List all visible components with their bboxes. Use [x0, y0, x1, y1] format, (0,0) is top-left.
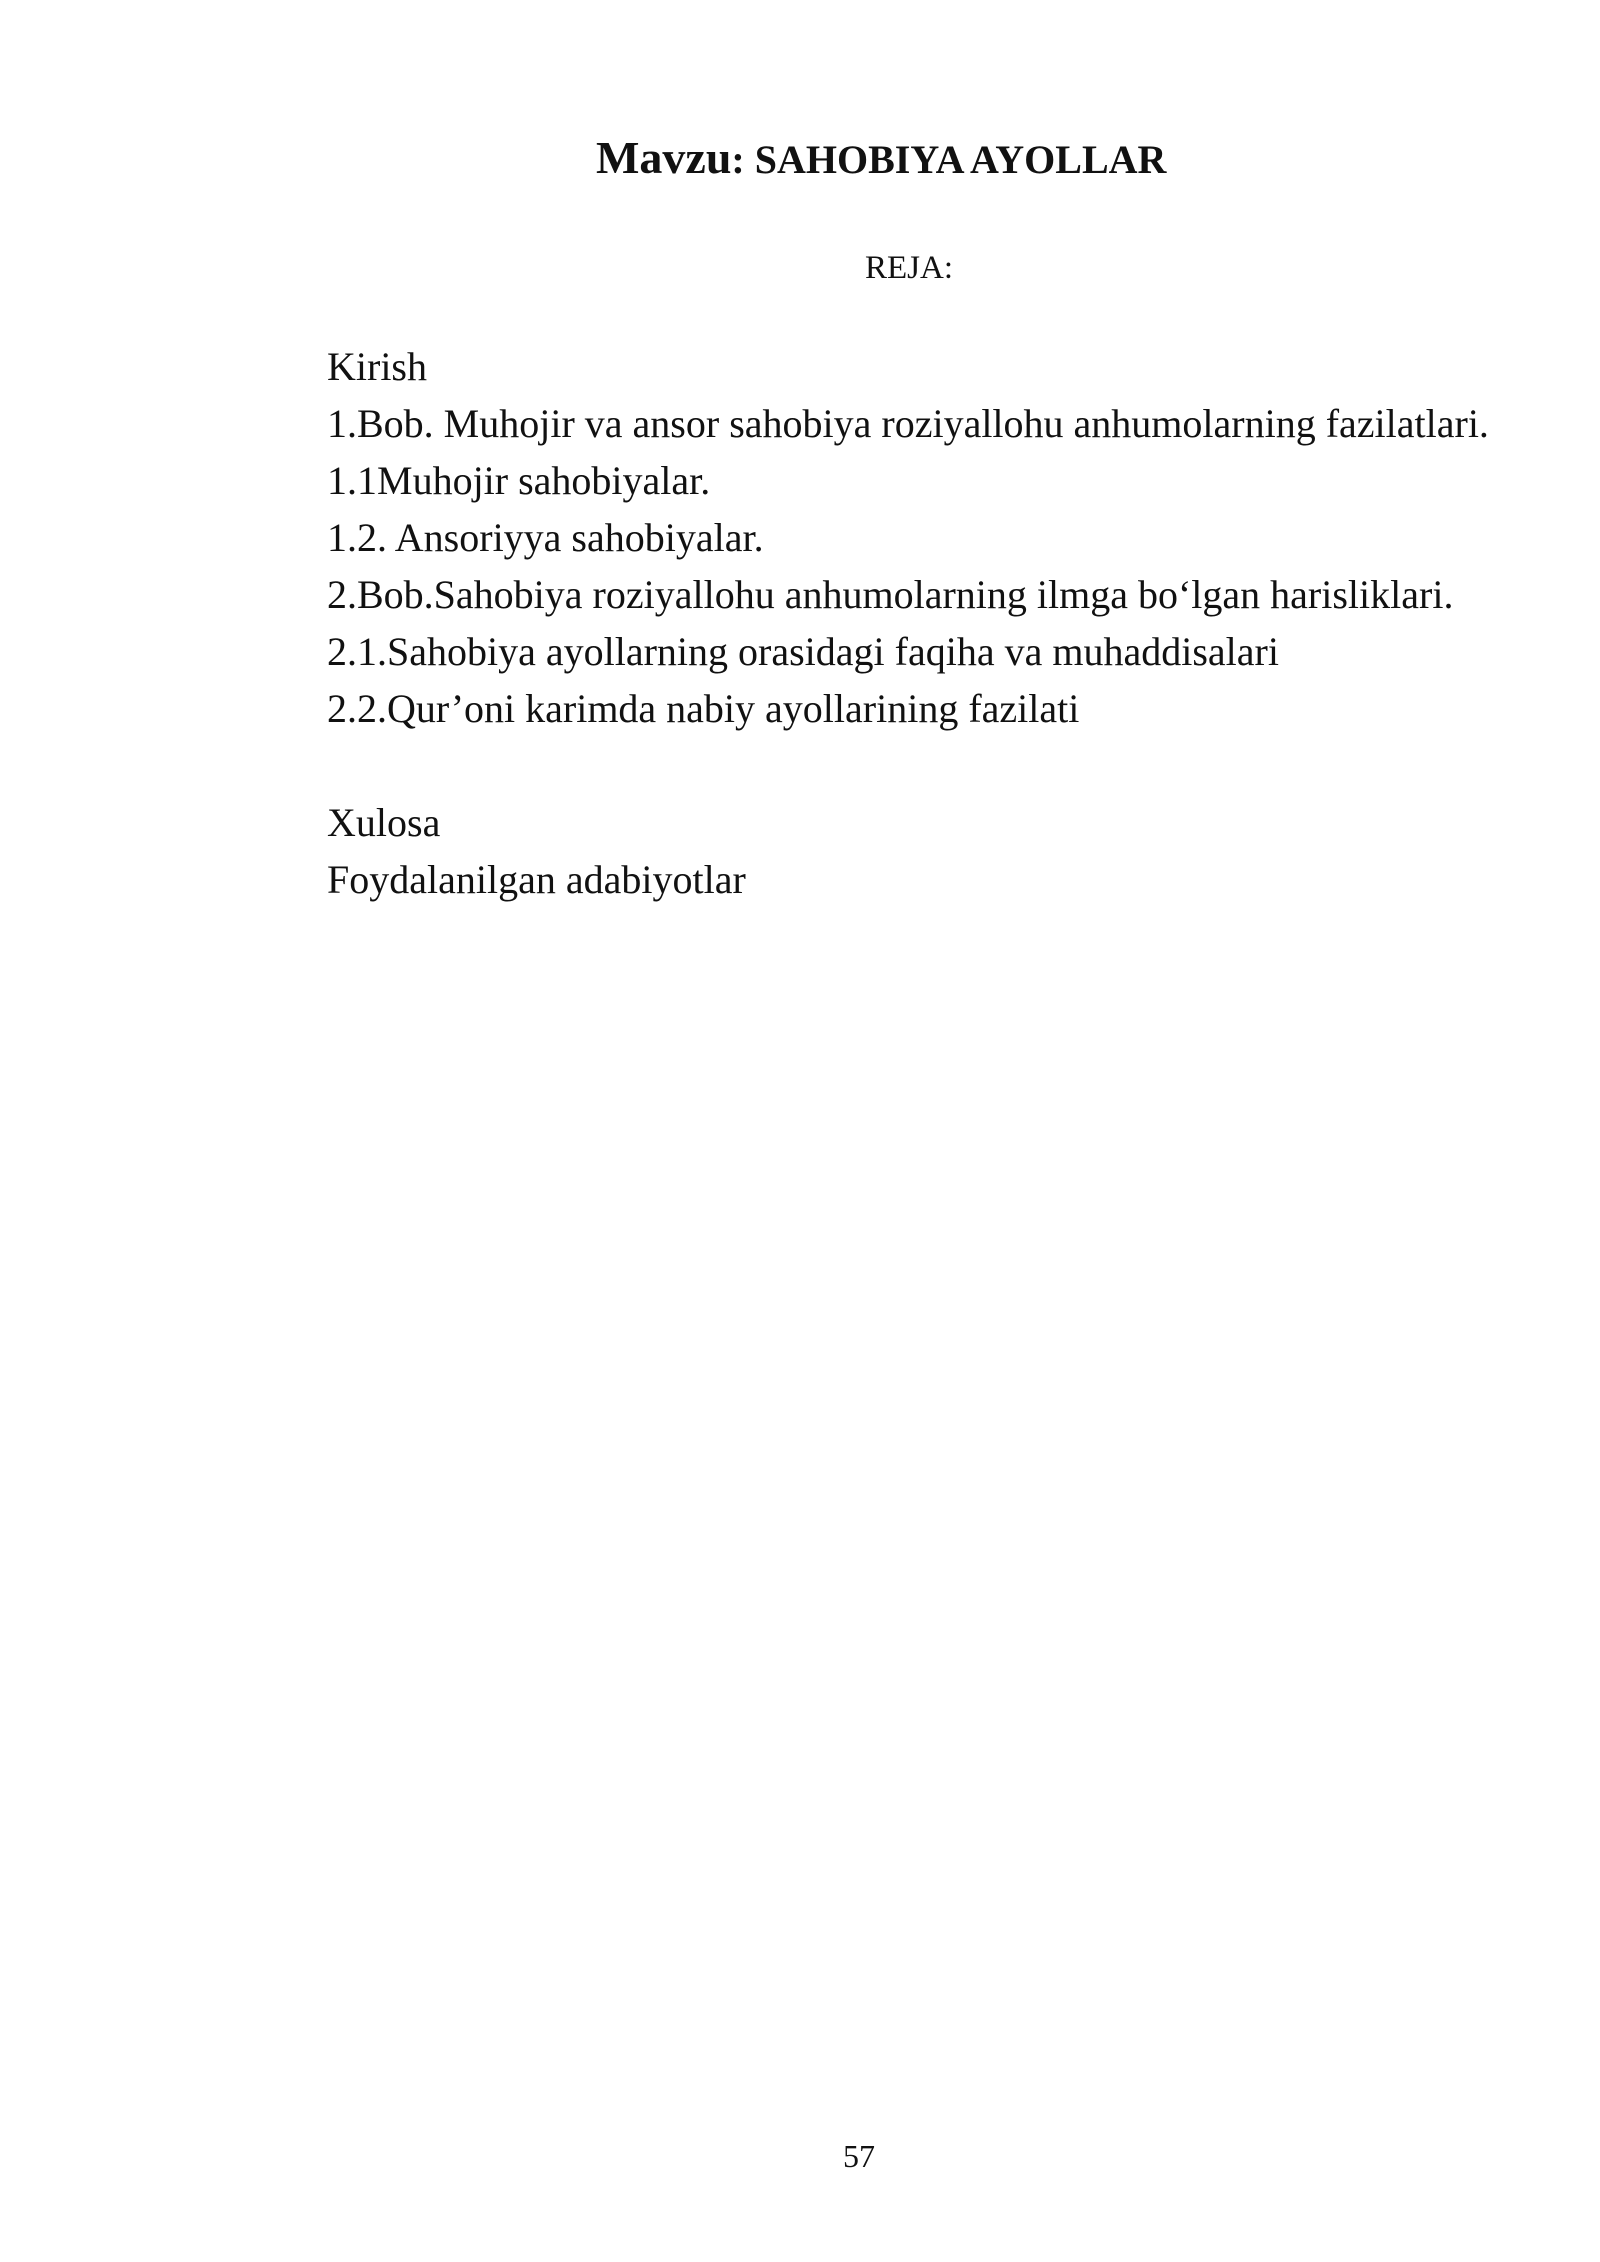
page-title — [596, 132, 1167, 183]
title-separator: : — [731, 137, 755, 182]
plan-item-references: Foydalanilgan adabiyotlar — [327, 857, 746, 902]
title-prefix: Mavzu — [596, 132, 732, 183]
plan-item-section-1-1: 1.1Muhojir sahobiyalar. — [327, 458, 711, 503]
title-main: SAHOBIYA AYOLLAR — [754, 137, 1167, 182]
plan-item-chapter-1: 1.Bob. Muhojir va ansor sahobiya roziyallohu anhumolarning fazilatlari. — [327, 401, 1489, 446]
plan-item-section-1-2: 1.2. Ansoriyya sahobiyalar. — [327, 515, 764, 560]
plan-list — [230, 338, 1490, 908]
page-number: 57 — [843, 2138, 875, 2174]
plan-heading: REJA: — [864, 250, 953, 286]
plan-item-intro: Kirish — [327, 344, 427, 389]
plan-item-section-2-1: 2.1.Sahobiya ayollarning orasidagi faqiha va muhaddisalari — [327, 629, 1279, 674]
plan-spacer — [230, 737, 1490, 794]
plan-item-conclusion: Xulosa — [327, 800, 441, 845]
plan-item-chapter-2: 2.Bob.Sahobiya roziyallohu anhumolarning ilmga bo‘lgan harisliklari. — [327, 572, 1454, 617]
plan-item-section-2-2: 2.2.Qur’oni karimda nabiy ayollarining fazilati — [327, 686, 1080, 731]
